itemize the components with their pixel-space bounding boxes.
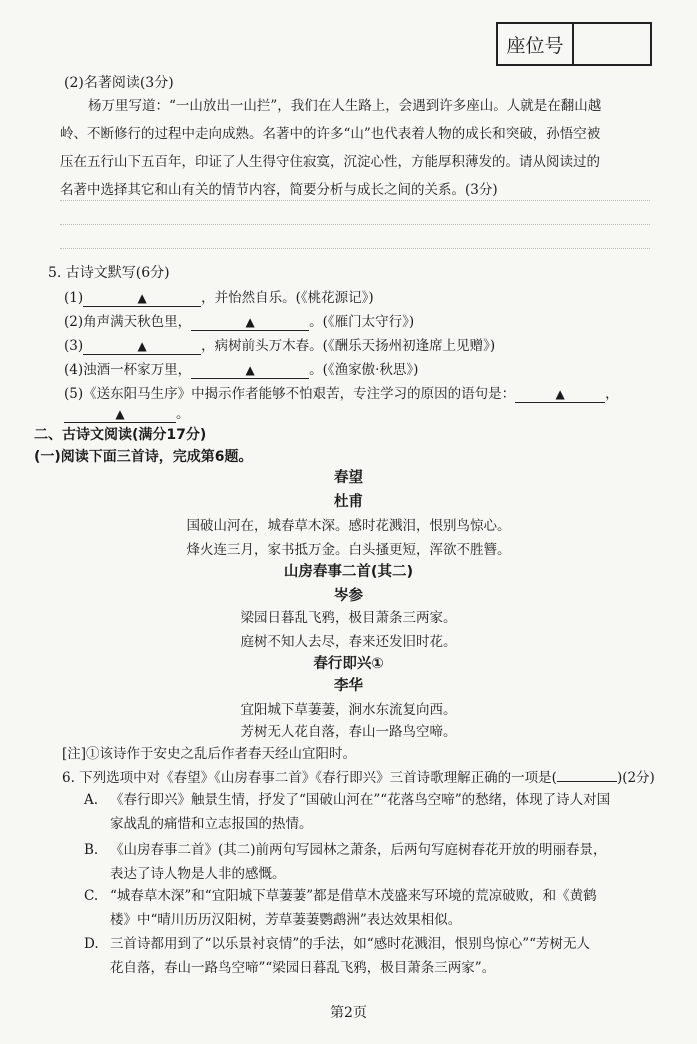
option-text: 三首诗都用到了“以乐景衬哀情”的手法，如“感时花溅泪，恨别鸟惊心”“芳树无人 [110, 936, 591, 952]
seat-number-field[interactable] [574, 24, 650, 64]
q2-line: 名著中选择其它和山有关的情节内容，简要分析与成长之间的关系。(3分) [60, 182, 498, 198]
option-d[interactable] [84, 932, 654, 980]
fill-blank[interactable] [83, 290, 201, 307]
option-text: 表达了诗人物是人非的感慨。 [110, 866, 286, 882]
blank-marker-icon: ▲ [115, 407, 125, 421]
poem-line: 庭树不知人去尽，春来还发旧时花。 [240, 634, 457, 650]
option-b[interactable] [84, 838, 654, 886]
blank-marker-icon: ▲ [137, 291, 147, 305]
q5-item-prefix: (3) [64, 338, 84, 354]
option-key: A. [84, 792, 99, 808]
q5-item-prefix: (4)浊酒一杯家万里， [64, 362, 192, 378]
q5-item-3 [64, 334, 495, 355]
option-key: B. [84, 842, 99, 858]
fill-blank[interactable] [191, 314, 309, 331]
fill-blank[interactable] [64, 406, 176, 423]
poem-note: [注]①该诗作于安史之乱后作者春天经山宜阳时。 [62, 746, 357, 762]
answer-line[interactable] [60, 200, 650, 201]
poem-title: 山房春事二首(其二) [283, 564, 414, 580]
option-a[interactable] [84, 788, 654, 836]
answer-blank[interactable] [557, 781, 617, 782]
q6-score: )(2分) [616, 770, 655, 786]
q5-item-4 [64, 358, 418, 379]
q5-item-2 [64, 310, 414, 331]
q5-item-suffix: ，病树前头万木春。(《酬乐天扬州初逢席上见赠》) [201, 338, 496, 354]
q5-item-text: (5)《送东阳马生序》中揭示作者能够不怕艰苦，专注学习的原因的语句是： [64, 386, 516, 402]
poem-title: 春行即兴① [313, 656, 384, 672]
section-heading: 二、古诗文阅读(满分17分) [34, 427, 207, 443]
poem-title: 春望 [334, 470, 363, 486]
fill-blank[interactable] [83, 338, 201, 355]
option-c[interactable] [84, 884, 654, 932]
page-number: 第2页 [330, 1005, 367, 1021]
blank-marker-icon: ▲ [137, 339, 147, 353]
q5-heading: 5. 古诗文默写(6分) [48, 265, 170, 281]
poem-line: 梁园日暮乱飞鸦，极目萧条三两家。 [240, 610, 457, 626]
option-text: 《春行即兴》触景生情，抒发了“国破山河在”“花落鸟空啼”的愁绪，体现了诗人对国 [110, 792, 611, 808]
answer-line[interactable] [60, 224, 650, 225]
q5-item-suffix: 。(《雁门太守行》) [309, 314, 415, 330]
poem-author: 杜甫 [334, 494, 363, 510]
blank-marker-icon: ▲ [555, 387, 565, 401]
option-text: 楼》中“晴川历历汉阳树，芳草萋萋鹦鹉洲”表达效果相似。 [110, 912, 462, 928]
blank-marker-icon: ▲ [245, 315, 255, 329]
fill-blank[interactable] [515, 386, 605, 403]
poem-line: 芳树无人花自落，春山一路鸟空啼。 [240, 724, 457, 740]
fill-blank[interactable] [191, 362, 309, 379]
seat-number-box [496, 22, 652, 66]
seat-number-label: 座位号 [498, 24, 574, 64]
poem-author: 李华 [334, 678, 363, 694]
q2-passage [60, 92, 655, 204]
option-key: D. [84, 936, 99, 952]
option-key: C. [84, 888, 99, 904]
option-text: 《山房春事二首》(其二)前两句写园林之萧条，后两句写庭树春花开放的明丽春景， [110, 842, 607, 858]
q5-item-prefix: (1) [64, 290, 84, 306]
option-text: “城春草木深”和“宜阳城下草萋萋”都是借草木茂盛来写环境的荒凉破败，和《黄鹤 [110, 888, 597, 904]
poem-author: 岑参 [334, 588, 363, 604]
q2-line: 杨万里写道：“一山放出一山拦”，我们在人生路上，会遇到许多座山。人就是在翻山越 [88, 98, 602, 114]
q5-item-5-cont: ▲ 。 [64, 402, 190, 423]
section-subheading: (一)阅读下面三首诗，完成第6题。 [34, 449, 253, 465]
poem-line: 烽火连三月，家书抵万金。白头搔更短，浑欲不胜簪。 [186, 542, 511, 558]
q5-item-prefix: (2)角声满天秋色里， [64, 314, 192, 330]
q2-heading: (2)名著阅读(3分) [64, 75, 174, 91]
q5-item-suffix: 。(《渔家傲·秋思》) [309, 362, 419, 378]
q5-item-suffix: ，并怡然自乐。(《桃花源记》) [201, 290, 374, 306]
poem-line: 国破山河在，城春草木深。感时花溅泪，恨别鸟惊心。 [186, 518, 511, 534]
blank-marker-icon: ▲ [245, 363, 255, 377]
option-text: 家战乱的痛惜和立志报国的热情。 [110, 816, 313, 832]
q5-item-1 [64, 286, 374, 307]
q2-line: 岭、不断修行的过程中走向成熟。名著中的许多“山”也代表着人物的成长和突破，孙悟空被 [60, 126, 601, 142]
q6-stem-text: 6. 下列选项中对《春望》《山房春事二首》《春行即兴》三首诗歌理解正确的一项是( [62, 770, 557, 786]
q2-line: 压在五行山下五百年，印证了人生得守住寂寞，沉淀心性，方能厚积薄发的。请从阅读过的 [60, 154, 600, 170]
option-text: 花自落，春山一路鸟空啼”“梁园日暮乱飞鸦，极目萧条三两家”。 [110, 960, 496, 976]
q6-stem [62, 766, 655, 786]
q5-item-5: (5)《送东阳马生序》中揭示作者能够不怕艰苦，专注学习的原因的语句是： ▲ ， [64, 386, 619, 402]
answer-line[interactable] [60, 248, 650, 249]
poem-line: 宜阳城下草萋萋，涧水东流复向西。 [240, 702, 457, 718]
